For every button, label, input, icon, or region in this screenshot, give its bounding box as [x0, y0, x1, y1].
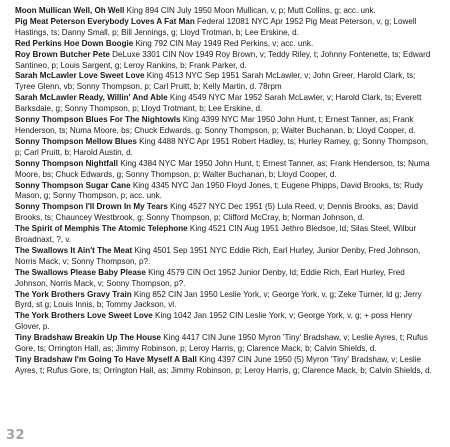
entry-details: King 4527 NYC Dec 1951 (5) Lula Reed, v; Dennis Brooks, as; David Brooks, ts; Chauncey Westbrook, g; Sonny Thompson, p; Clifford McCray, b; Norman Johnson, d. [15, 202, 419, 223]
entry-title: Sonny Thompson Sugar Cane [15, 180, 131, 190]
entry-title: Sonny Thompson I'll Drown In My Tears [15, 202, 168, 212]
entry-title: Sarah McLawler Love Sweet Love [15, 71, 145, 81]
entry-details: King 4579 CIN Oct 1952 Junior Denby, ld; Eddie Rich, Earl Hurley, Fred Johnson, Norris Mack, v; Sonny Thompson, p?. [15, 267, 405, 288]
discography-entry [15, 290, 436, 312]
entry-title: Pig Meat Peterson Everybody Loves A Fat Man [15, 16, 195, 26]
entry-details: King 4513 NYC Sep 1951 Sarah McLawler, v; John Greer, Harold Clark, ts; Tyree Glenn, vb; Sonny Thompson, p; Carl Pruitt, b; Kelly Martin, d. 78rpm [15, 71, 416, 92]
discography-entry [15, 137, 436, 159]
entry-details: King 4549 NYC Mar 1952 Sarah McLawler, v; Harold Clark, ts; Everett Barksdale, g; Sonny Thompson, p; Lloyd Trotmant, b; Lee Erskine, d. [15, 93, 422, 114]
entry-title: Moon Mullican Well, Oh Well [15, 6, 125, 15]
discography-entry [15, 202, 436, 224]
discography-entry [15, 181, 436, 203]
entry-title: Sonny Thompson Blues For The Nightowls [15, 115, 181, 125]
entry-title: Sarah McLawler Ready, Willin' And Able [15, 93, 168, 103]
discography-entry [15, 50, 436, 72]
discography-entry [15, 246, 436, 268]
entry-details: King 4488 NYC Apr 1951 Robert Hadley, ts; Hurley Ramey, g; Sonny Thompson, p; Carl Pruitt, b; Harold Austin, d. [15, 136, 428, 157]
entry-title: Tiny Bradshaw I'm Going To Have Myself A Ball [15, 355, 197, 364]
entry-details: King 852 CIN Jan 1950 Leslie York, v; George York, v, g; Zeke Turner, ld g; Jerry Byrd, st g; Louis Innis, b; Tommy Jackson, vl. [15, 289, 422, 310]
entry-details: King 4397 CIN June 1950 (5) Myron 'Tiny' Bradshaw, v; Leslie Ayres, t; Rufus Gore, ts; Orrington Hall, as; Jimmy Robinson, p; Leroy Harris, g; Clarence Mack, b; Calvin Shields, d. [15, 355, 432, 375]
entry-title: Sonny Thompson Mellow Blues [15, 136, 137, 146]
entry-details: King 4345 NYC Jan 1950 Floyd Jones, t; Eugene Phipps, David Brooks, ts; Rudy Mason, g; Sonny Thompson, p; acc. unk. [15, 180, 424, 201]
entry-title: The Spirit of Memphis The Atomic Telephone [15, 224, 188, 234]
entry-details: King 894 CIN July 1950 Moon Mullican, v, p; Mutt Collins, g; acc. unk. [124, 6, 376, 15]
page-number: 32 [6, 428, 26, 443]
entry-details: King 4501 Sep 1951 NYC Eddie Rich, Earl Hurley, Junior Denby, Fred Johnson, Norris Mack, v; Sonny Thompson, p?. [15, 245, 421, 266]
discography-entry [15, 39, 436, 50]
entry-details: Federal 12081 NYC Apr 1952 Pig Meat Peterson, v, g; Lowell Hastings, ts; Danny Small, p; Bill Jennings, g; Lloyd Trotman, b; Lee Erskine, d. [15, 16, 417, 37]
entry-details: King 4417 CIN June 1950 Myron 'Tiny' Bradshaw, v; Leslie Ayres, t; Rufus Gore, ts; Orrington Hall, as; Jimmy Robinson, p; Leroy Harris, g; Clarence Mack, b; Calvin Shields, d. [15, 333, 428, 354]
discography-entry [15, 71, 436, 93]
entry-details: King 792 CIN May 1949 Red Perkins, v; acc. unk. [133, 38, 314, 48]
discography-entry [15, 17, 436, 39]
entry-title: The York Brothers Gravy Train [15, 289, 132, 299]
entry-details: King 1042 Jan 1952 CIN Leslie York, v; George York, v, g; + poss Henry Glover, p. [15, 311, 413, 332]
entry-title: Tiny Bradshaw Breakin Up The House [15, 333, 162, 343]
entry-details: King 4384 NYC Mar 1950 John Hunt, t; Ernest Tanner, as; Frank Henderson, ts; Numa Moore, bs; Chuck Edwards, g; Sonny Thompson, p; Walter Buchanan, b; Lloyd Cooper, d. [15, 158, 430, 179]
discography-entry [15, 115, 436, 137]
discography-entry [15, 333, 436, 355]
discography-entry [15, 6, 436, 17]
entry-details: DeLuxe 3301 CIN Nov 1949 Roy Brown, v; Teddy Riley, t; Johnny Fontenette, ts; Edward Santineo, p; Louis Sargent, g; Leroy Rankins, b; Frank Parker, d. [15, 49, 431, 70]
entry-details: King 4521 CIN Aug 1951 Jethro Bledsoe, ld; Silas Steel, Wilbur Broadnaxt, ?, v. [15, 224, 417, 245]
entry-title: Sonny Thompson Nightfall [15, 158, 118, 168]
discography-entry [15, 224, 436, 246]
discography-entry [15, 355, 436, 377]
entry-details: King 4399 NYC Mar 1950 John Hunt, t; Ernest Tanner, as; Frank Henderson, ts; Numa Moore, bs; Chuck Edwards, g; Sonny Thompson, p; Walter Buchanan, b; Lloyd Cooper, d. [15, 115, 416, 135]
discography-entry [15, 311, 436, 333]
discography-entry [15, 268, 436, 290]
entry-title: Roy Brown Butcher Pete [15, 49, 110, 59]
discography-entry [15, 93, 436, 115]
discography-entry [15, 159, 436, 181]
entry-title: The York Brothers Love Sweet Love [15, 311, 153, 321]
entry-title: The Swallows Please Baby Please [15, 267, 146, 277]
entries-list [15, 6, 436, 377]
entry-title: Red Perkins Hoe Down Boogie [15, 38, 134, 48]
entry-title: The Swallows It Ain't The Meat [15, 245, 133, 255]
